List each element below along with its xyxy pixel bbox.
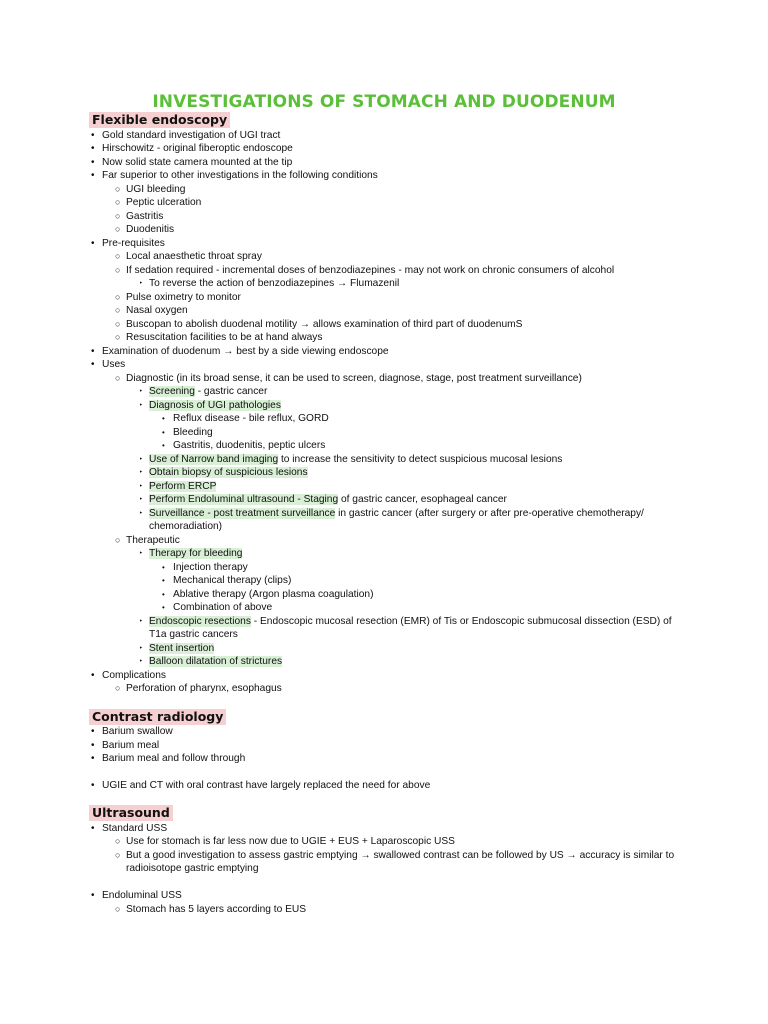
bullet-marker: ○ [115, 292, 121, 302]
list-item: Injection therapy [173, 562, 248, 573]
list-item: UGI bleeding [126, 184, 186, 195]
list-item [149, 507, 644, 520]
highlighted-term: Diagnosis of UGI pathologies [149, 400, 281, 411]
highlighted-term: Therapy for bleeding [149, 548, 243, 559]
list-item [149, 655, 282, 668]
bullet-marker: ‣ [139, 483, 143, 490]
list-item: Resuscitation facilities to be at hand always [126, 332, 323, 343]
highlighted-term: Perform Endoluminal ultrasound - Staging [149, 494, 339, 505]
bullet-marker: • [91, 780, 95, 791]
list-item: Gastritis, duodenitis, peptic ulcers [173, 440, 326, 451]
list-item: Use for stomach is far less now due to UGIE + EUS + Laparoscopic USS [126, 836, 455, 847]
highlighted-term: Screening [149, 386, 195, 397]
list-item-text: in gastric cancer (after surgery or after pre-operative chemotherapy/ [335, 508, 644, 519]
section-heading-flexible-endoscopy: Flexible endoscopy [89, 112, 230, 128]
list-item-text: - gastric cancer [194, 386, 268, 397]
bullet-marker: • [91, 726, 95, 737]
bullet-marker: ‣ [139, 469, 143, 476]
list-item: If sedation required - incremental doses of benzodiazepines - may not work on chronic consumers of alcohol [126, 265, 615, 276]
bullet-marker: ○ [115, 251, 121, 261]
bullet-marker: ○ [115, 265, 121, 275]
bullet-marker: • [91, 143, 95, 154]
bullet-marker: • [162, 414, 165, 423]
bullet-marker: • [162, 590, 165, 599]
list-item-continuation: radioisotope gastric emptying [126, 863, 259, 874]
bullet-marker: ○ [115, 373, 121, 383]
bullet-marker: ○ [115, 224, 121, 234]
list-item: UGIE and CT with oral contrast have largely replaced the need for above [102, 780, 431, 791]
list-item: Standard USS [102, 823, 168, 834]
list-item: Therapeutic [126, 535, 180, 546]
list-item: Hirschowitz - original fiberoptic endoscope [102, 143, 293, 154]
bullet-marker: ○ [115, 319, 121, 329]
list-item [149, 642, 214, 655]
bullet-marker: • [91, 670, 95, 681]
bullet-marker: ○ [115, 850, 121, 860]
list-item: Pre-requisites [102, 238, 165, 249]
bullet-marker: • [162, 428, 165, 437]
list-item: Local anaesthetic throat spray [126, 251, 262, 262]
list-item-continuation: T1a gastric cancers [149, 629, 238, 640]
highlighted-term: Stent insertion [149, 643, 215, 654]
list-item: Uses [102, 359, 126, 370]
bullet-marker: ○ [115, 184, 121, 194]
list-item-continuation: chemoradiation) [149, 521, 223, 532]
list-item: To reverse the action of benzodiazepines → Flumazenil [149, 278, 400, 289]
bullet-marker: ‣ [139, 510, 143, 517]
highlighted-term: Use of Narrow band imaging [149, 454, 279, 465]
list-item: Bleeding [173, 427, 213, 438]
bullet-marker: • [162, 441, 165, 450]
list-item [149, 615, 672, 628]
bullet-marker: ‣ [139, 658, 143, 665]
section-heading-contrast-radiology: Contrast radiology [89, 709, 226, 725]
bullet-marker: • [91, 753, 95, 764]
bullet-marker: ○ [115, 683, 121, 693]
list-item: Reflux disease - bile reflux, GORD [173, 413, 329, 424]
list-item: Mechanical therapy (clips) [173, 575, 292, 586]
list-item [149, 453, 562, 466]
list-item: Examination of duodenum → best by a side viewing endoscope [102, 346, 389, 357]
bullet-marker: • [91, 740, 95, 751]
bullet-marker: ‣ [139, 496, 143, 503]
bullet-marker: • [91, 346, 95, 357]
bullet-marker: • [162, 563, 165, 572]
bullet-marker: • [91, 157, 95, 168]
bullet-marker: • [162, 603, 165, 612]
list-item: Stomach has 5 layers according to EUS [126, 904, 307, 915]
bullet-marker: ‣ [139, 618, 143, 625]
bullet-marker: ○ [115, 197, 121, 207]
list-item: Far superior to other investigations in the following conditions [102, 170, 378, 181]
list-item-text: of gastric cancer, esophageal cancer [338, 494, 507, 505]
list-item: Barium meal and follow through [102, 753, 246, 764]
bullet-marker: ‣ [139, 402, 143, 409]
highlighted-term: Surveillance - post treatment surveillance [149, 508, 336, 519]
list-item: Peptic ulceration [126, 197, 202, 208]
list-item [149, 466, 308, 479]
bullet-marker: ○ [115, 904, 121, 914]
bullet-marker: • [91, 130, 95, 141]
list-item: Ablative therapy (Argon plasma coagulation) [173, 589, 374, 600]
bullet-marker: ‣ [139, 456, 143, 463]
list-item [149, 493, 507, 506]
bullet-marker: ○ [115, 305, 121, 315]
bullet-marker: ‣ [139, 645, 143, 652]
list-item: Endoluminal USS [102, 890, 182, 901]
list-item [149, 547, 242, 560]
highlighted-term: Perform ERCP [149, 481, 217, 492]
bullet-marker: • [91, 823, 95, 834]
list-item: Complications [102, 670, 166, 681]
bullet-marker: ‣ [139, 388, 143, 395]
highlighted-term: Obtain biopsy of suspicious lesions [149, 467, 308, 478]
list-item: Barium swallow [102, 726, 173, 737]
bullet-marker: ‣ [139, 280, 143, 287]
highlighted-term: Balloon dilatation of strictures [149, 656, 283, 667]
list-item-text: - Endoscopic mucosal resection (EMR) of Tis or Endoscopic submucosal dissection (ESD) of [250, 616, 672, 627]
bullet-marker: • [162, 576, 165, 585]
bullet-marker: ○ [115, 836, 121, 846]
highlighted-term: Endoscopic resections [149, 616, 251, 627]
list-item: Gold standard investigation of UGI tract [102, 130, 281, 141]
list-item: Diagnostic (in its broad sense, it can be used to screen, diagnose, stage, post treatment surveillance) [126, 373, 582, 384]
bullet-marker: • [91, 890, 95, 901]
list-item: Pulse oximetry to monitor [126, 292, 241, 303]
bullet-marker: ○ [115, 535, 121, 545]
list-item [149, 480, 216, 493]
section-heading-ultrasound: Ultrasound [89, 805, 173, 821]
bullet-marker: • [91, 238, 95, 249]
bullet-marker: • [91, 359, 95, 370]
list-item-text: to increase the sensitivity to detect suspicious mucosal lesions [278, 454, 563, 465]
bullet-marker: • [91, 170, 95, 181]
list-item: Buscopan to abolish duodenal motility → allows examination of third part of duodenumS [126, 319, 523, 330]
list-item [149, 399, 281, 412]
list-item: Nasal oxygen [126, 305, 188, 316]
list-item: Duodenitis [126, 224, 175, 235]
bullet-marker: ○ [115, 332, 121, 342]
list-item: Perforation of pharynx, esophagus [126, 683, 282, 694]
list-item: Now solid state camera mounted at the tip [102, 157, 293, 168]
list-item: But a good investigation to assess gastric emptying → swallowed contrast can be followed by US → accuracy is similar to [126, 850, 675, 861]
bullet-marker: ○ [115, 211, 121, 221]
list-item: Gastritis [126, 211, 164, 222]
bullet-marker: ‣ [139, 550, 143, 557]
list-item: Combination of above [173, 602, 273, 613]
list-item: Barium meal [102, 740, 160, 751]
list-item [149, 385, 267, 398]
page-title: INVESTIGATIONS OF STOMACH AND DUODENUM [152, 92, 616, 112]
